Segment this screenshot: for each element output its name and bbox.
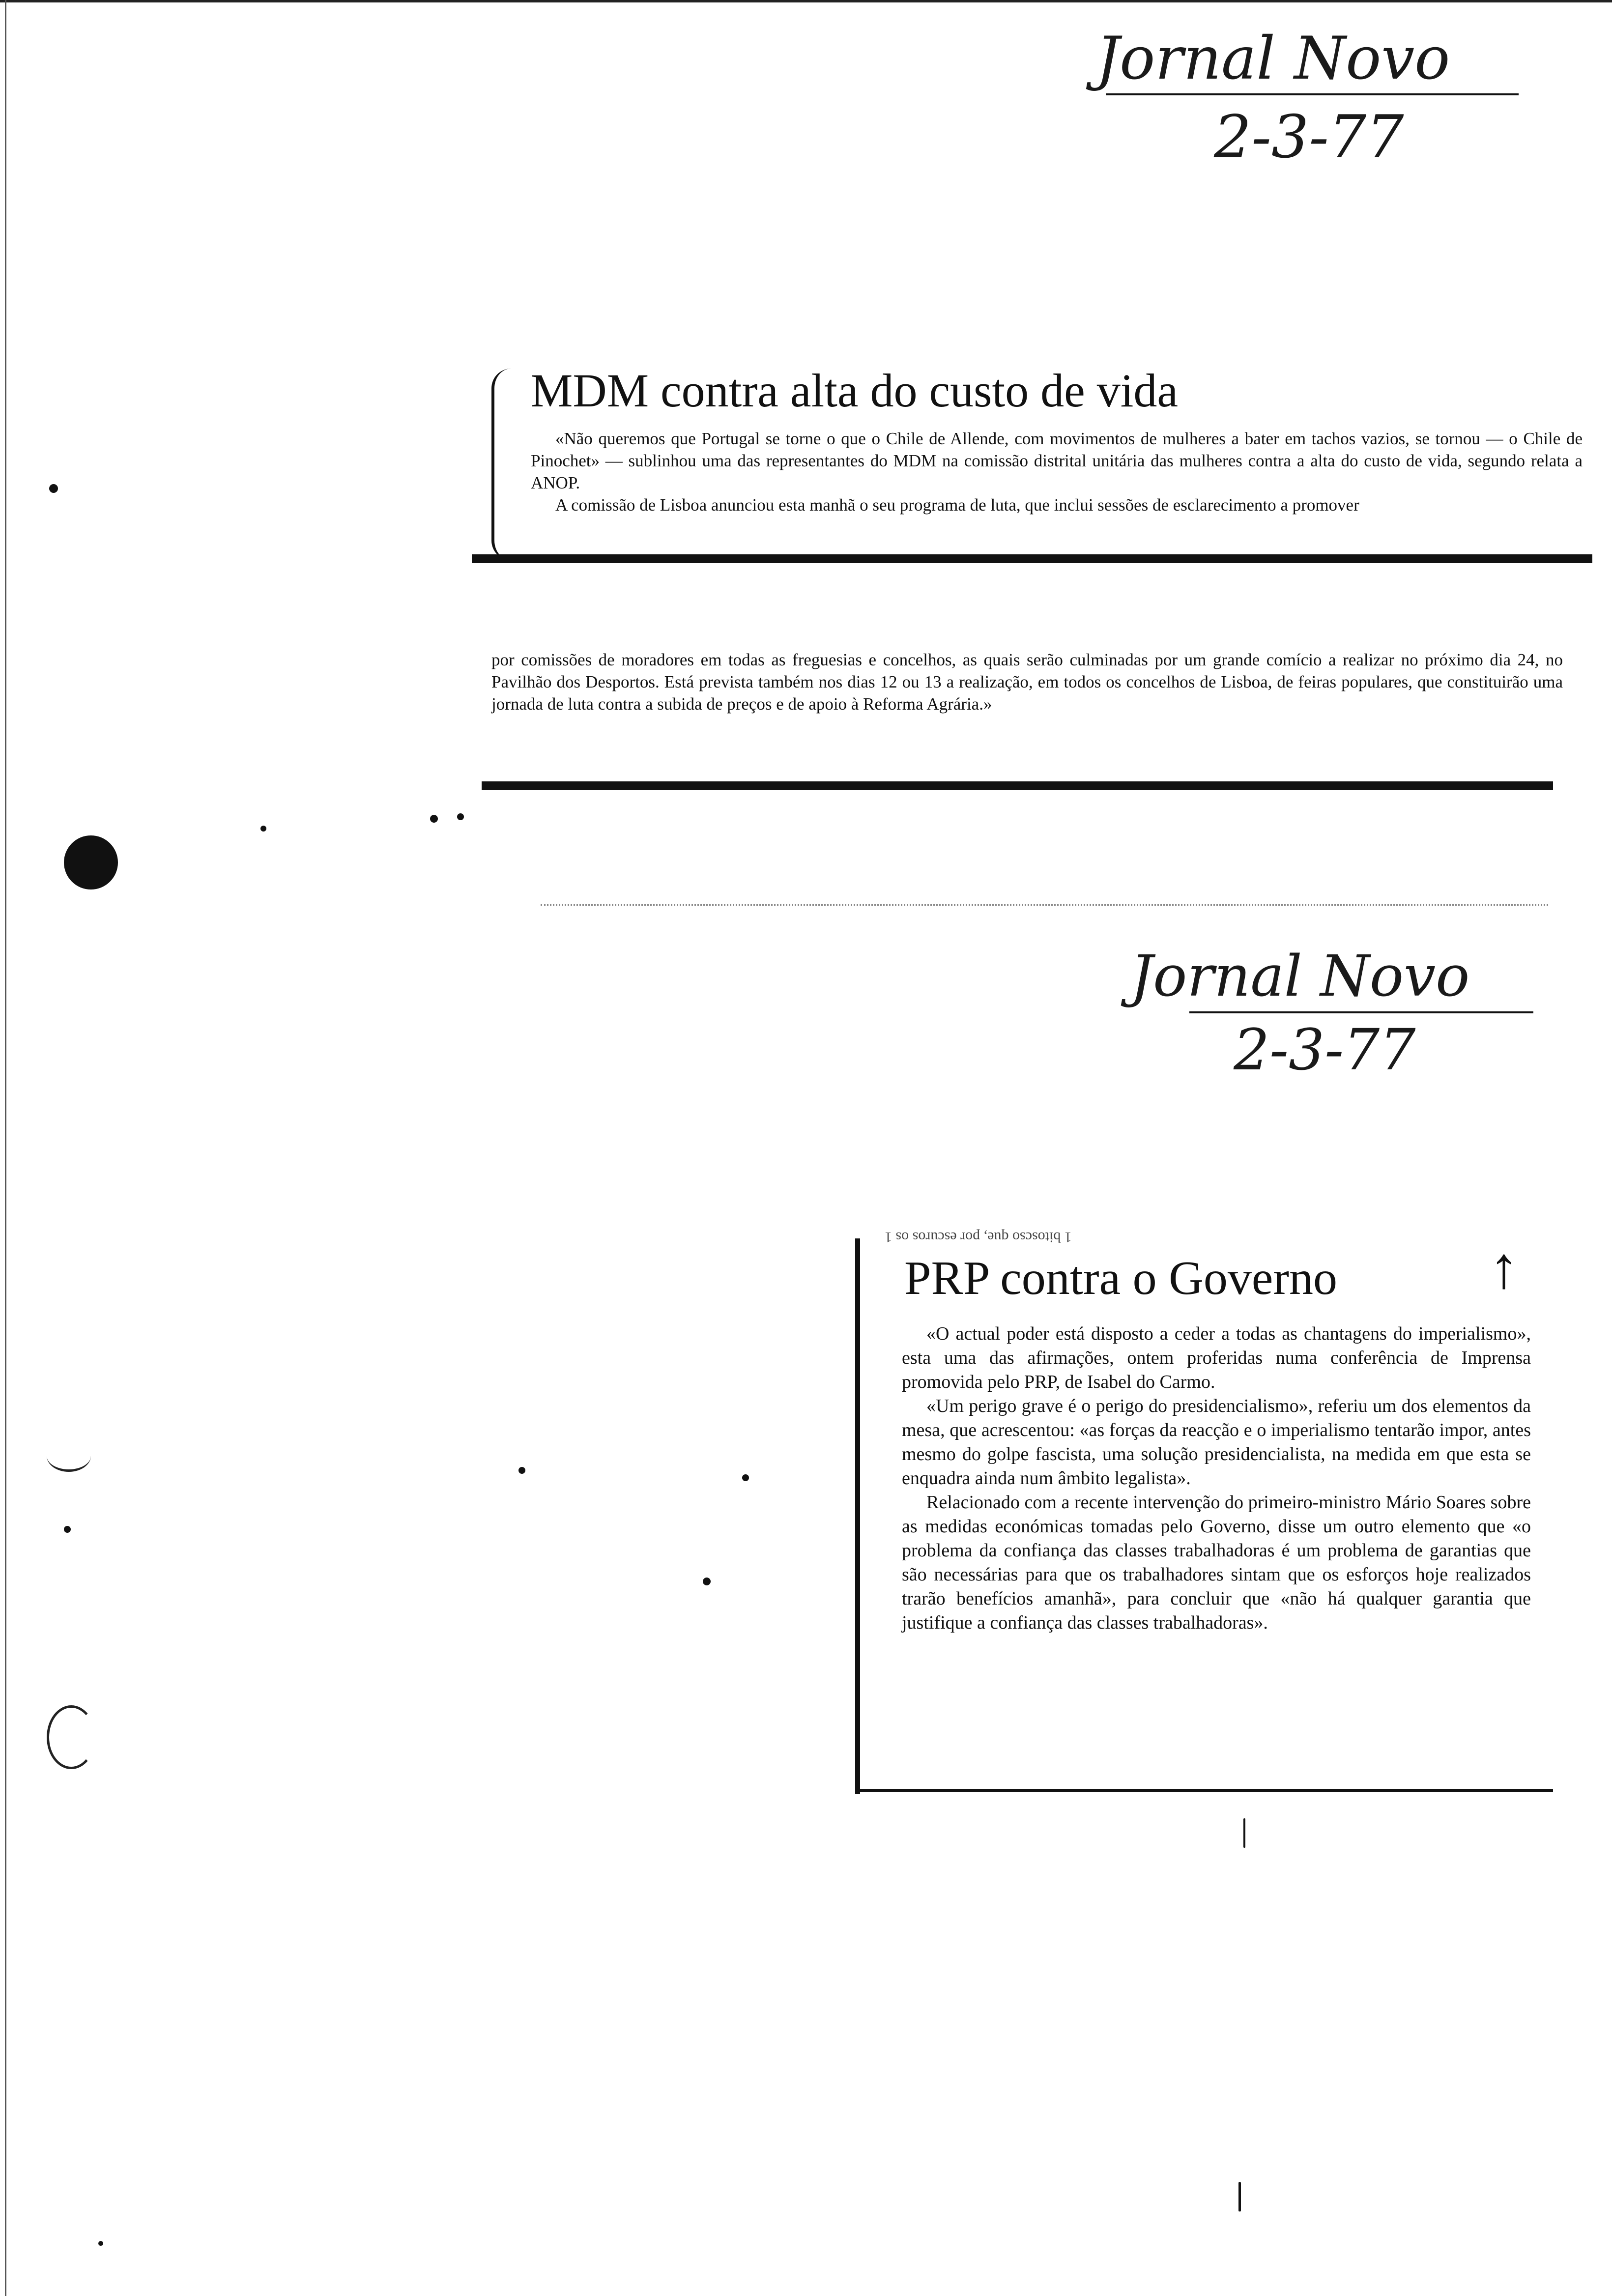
scan-speck bbox=[430, 815, 438, 823]
article-title: PRP contra o Governo bbox=[904, 1252, 1337, 1305]
scan-blot bbox=[64, 835, 118, 890]
top-scan-border bbox=[0, 0, 1612, 2]
scan-arc bbox=[47, 1440, 91, 1472]
scan-speck bbox=[1238, 2182, 1241, 2211]
arrow-icon: ↑ bbox=[1489, 1235, 1519, 1300]
annotation-source: Jornal Novo bbox=[1096, 25, 1450, 93]
scan-arc bbox=[47, 1705, 96, 1769]
annotation-source: Jornal Novo bbox=[1130, 944, 1470, 1009]
scan-speck bbox=[457, 813, 464, 820]
annotation-date: 2-3-77 bbox=[1234, 1017, 1416, 1083]
annotation-date: 2-3-77 bbox=[1214, 103, 1404, 172]
column-rule bbox=[472, 554, 1592, 563]
paragraph: por comissões de moradores em todas as freguesias e concelhos, as quais serão culminadas por um grande comício a realizar no próximo dia 24, no Pavilhão dos Desportos. Está prevista também nos dias 12 ou 13 a realização, em todos os concelhos de Lisboa, de feiras populares, que constituirão uma jornada de luta contra a subida de preços e de apoio à Reforma Agrária.» bbox=[491, 650, 1563, 714]
paragraph: «Um perigo grave é o perigo do presidencialismo», referiu um dos elementos da mesa, que acrescentou: «as forças da reacção e o imperialismo tentarão impor, antes mesmo do golpe fascista, uma solução presidencialista, na medida em que esta se enquadra ainda num âmbito legalista». bbox=[902, 1396, 1531, 1489]
column-rule-left bbox=[855, 1238, 860, 1794]
column-rule-bottom bbox=[855, 1789, 1553, 1792]
separator-line bbox=[541, 904, 1548, 906]
paragraph: «O actual poder está disposto a ceder a todas as chantagens do imperialismo», esta uma das afirmações, ontem proferidas numa conferência de Imprensa promovida pelo PRP, de Isabel do Carmo. bbox=[902, 1323, 1531, 1392]
scan-speck bbox=[49, 484, 58, 493]
bracket-left bbox=[491, 369, 514, 560]
scan-speck bbox=[260, 826, 266, 832]
article-body-part1 bbox=[531, 428, 1583, 516]
paragraph: Relacionado com a recente intervenção do primeiro-ministro Mário Soares sobre as medidas económicas tomadas pelo Governo, disse um outro elemento que «o problema da confiança das classes trabalhadoras é um problema de garantias que são necessárias para que os trabalhadores sintam que os esforços hoje realizados trarão benefícios amanhã», para concluir que «não há qualquer garantia que justifique a confiança das classes trabalhadoras». bbox=[902, 1492, 1531, 1633]
scan-speck bbox=[64, 1526, 71, 1533]
left-scan-border bbox=[5, 0, 6, 2296]
scan-speck bbox=[703, 1578, 711, 1585]
scan-speck bbox=[1243, 1818, 1245, 1848]
scan-speck bbox=[518, 1467, 525, 1474]
paragraph: «Não queremos que Portugal se torne o que o Chile de Allende, com movimentos de mulheres a bater em tachos vazios, se tornou — o Chile de Pinochet» — sublinhou uma das representantes do MDM na comissão distrital unitária das mulheres contra a alta do custo de vida, segundo relata a ANOP. bbox=[531, 429, 1583, 492]
column-rule-bottom bbox=[482, 781, 1553, 790]
mirrored-text-fragment: 1 bitoscso que, por escuros os 1 bbox=[885, 1229, 1072, 1245]
article-prp bbox=[855, 1229, 1563, 1799]
annotation-underline bbox=[1106, 93, 1519, 95]
handwritten-annotation-2 bbox=[1121, 939, 1543, 1086]
article-title: MDM contra alta do custo de vida bbox=[531, 364, 1178, 417]
article-body bbox=[902, 1322, 1531, 1635]
paragraph: A comissão de Lisboa anunciou esta manhã o seu programa de luta, que inclui sessões de esclarecimento a promover bbox=[555, 495, 1359, 515]
scan-speck bbox=[98, 2241, 103, 2246]
annotation-underline bbox=[1189, 1011, 1533, 1013]
article-body-part2 bbox=[491, 649, 1563, 715]
scan-speck bbox=[742, 1474, 749, 1481]
handwritten-annotation-1 bbox=[1086, 20, 1528, 172]
article-mdm bbox=[472, 354, 1592, 796]
